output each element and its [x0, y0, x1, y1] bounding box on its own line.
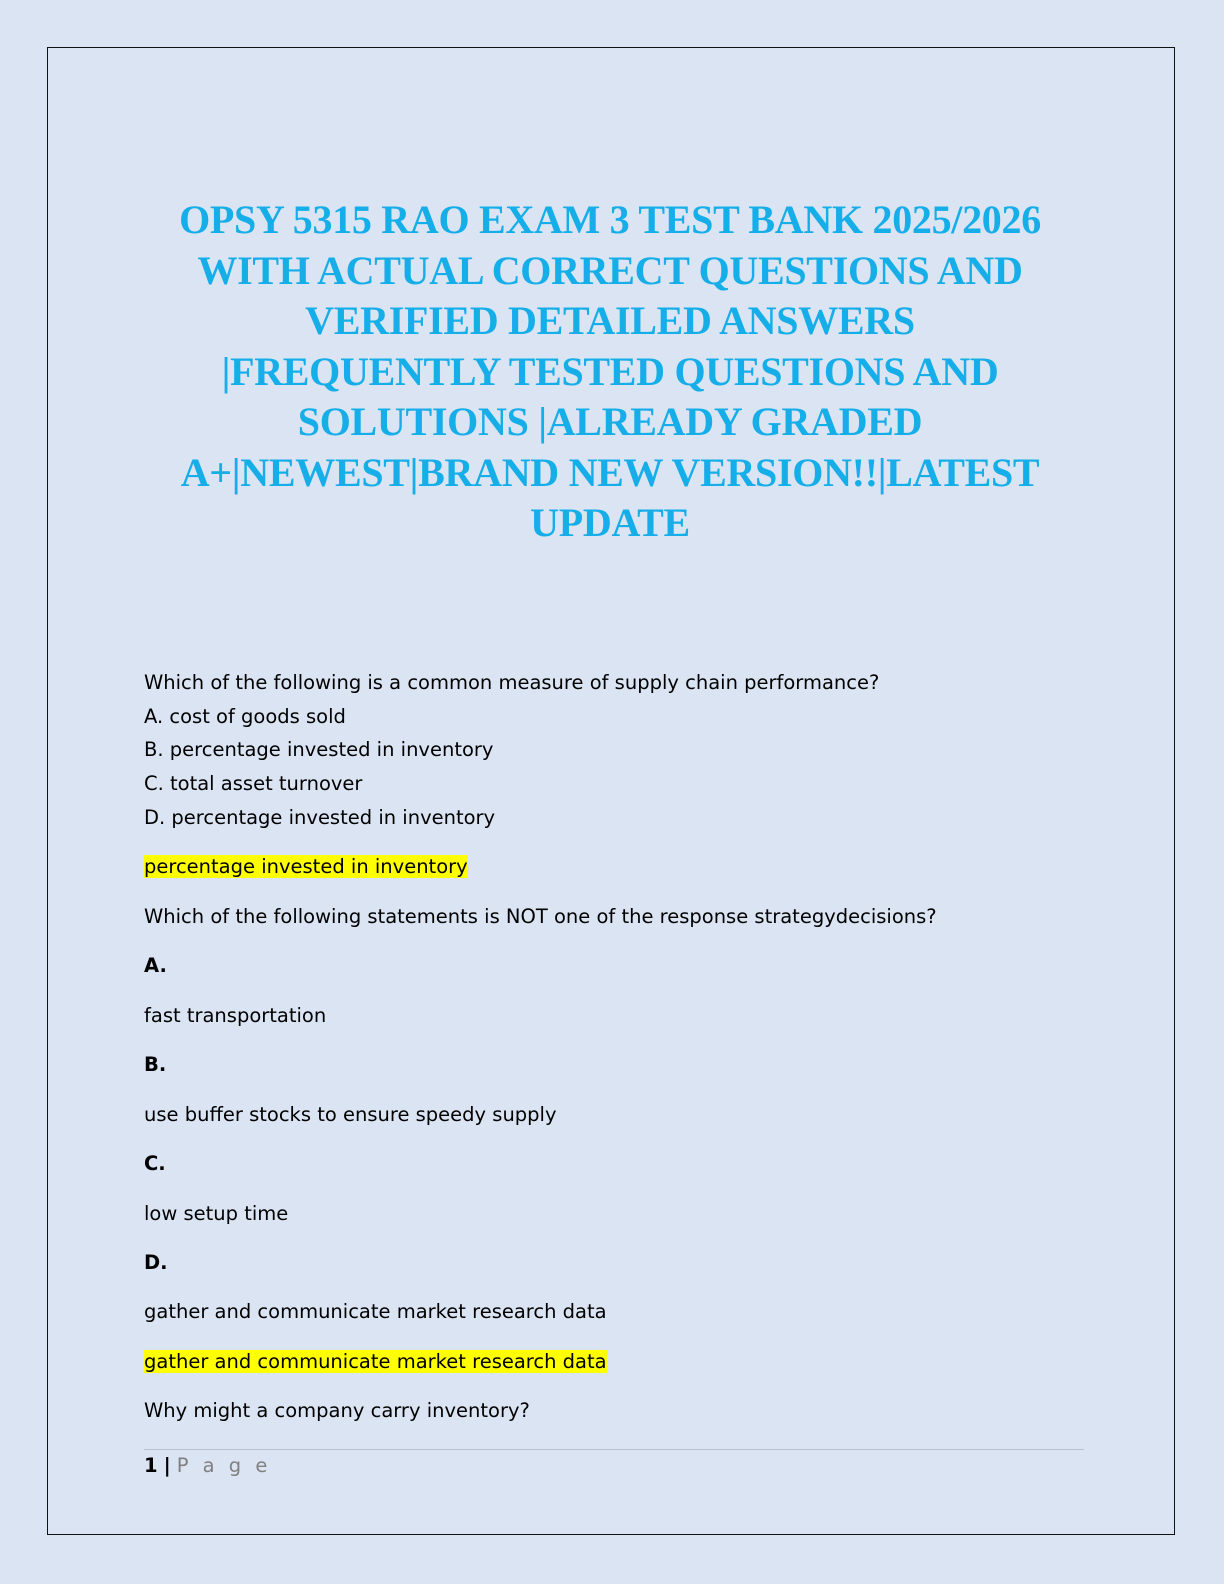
title-line: SOLUTIONS |ALREADY GRADED — [297, 399, 923, 444]
answer-highlight: percentage invested in inventory — [144, 855, 468, 878]
question-1-answer — [144, 855, 468, 879]
title-line: |FREQUENTLY TESTED QUESTIONS AND — [221, 348, 999, 394]
title-line: VERIFIED DETAILED ANSWERS — [305, 298, 915, 343]
question-2-option-d-letter: D. — [144, 1251, 168, 1274]
question-2-option-a-letter: A. — [144, 954, 167, 977]
title-line: OPSY 5315 RAO EXAM 3 TEST BANK 2025/2026 — [179, 197, 1041, 242]
page-footer — [144, 1454, 271, 1478]
footer-separator: | — [163, 1454, 171, 1477]
page-label: P a g e — [176, 1454, 272, 1477]
question-3-text: Why might a company carry inventory? — [144, 1399, 530, 1422]
question-2-answer — [144, 1350, 607, 1374]
footer-divider — [144, 1449, 1084, 1450]
question-2-option-c-letter: C. — [144, 1152, 166, 1175]
question-2-option-b-text: use buffer stocks to ensure speedy supply — [144, 1103, 557, 1126]
page-number: 1 — [144, 1454, 158, 1477]
question-1-option-c: C. total asset turnover — [144, 772, 363, 795]
question-2-text: Which of the following statements is NOT one of the response strategydecisions? — [144, 905, 937, 928]
question-2-option-c-text: low setup time — [144, 1202, 289, 1225]
title-line: A+|NEWEST|BRAND NEW VERSION!!|LATEST — [180, 449, 1040, 495]
answer-highlight: gather and communicate market research data — [144, 1350, 607, 1373]
question-1-option-d: D. percentage invested in inventory — [144, 806, 496, 829]
title-line: UPDATE — [530, 500, 690, 545]
title-line: WITH ACTUAL CORRECT QUESTIONS AND — [197, 247, 1023, 293]
question-1-option-b: B. percentage invested in inventory — [144, 738, 494, 761]
document-title — [130, 195, 1090, 549]
question-2-option-d-text: gather and communicate market research data — [144, 1300, 607, 1323]
question-2-option-b-letter: B. — [144, 1053, 167, 1076]
question-1-option-a: A. cost of goods sold — [144, 705, 346, 728]
question-1-text: Which of the following is a common measure of supply chain performance? — [144, 671, 880, 694]
question-2-option-a-text: fast transportation — [144, 1004, 327, 1027]
